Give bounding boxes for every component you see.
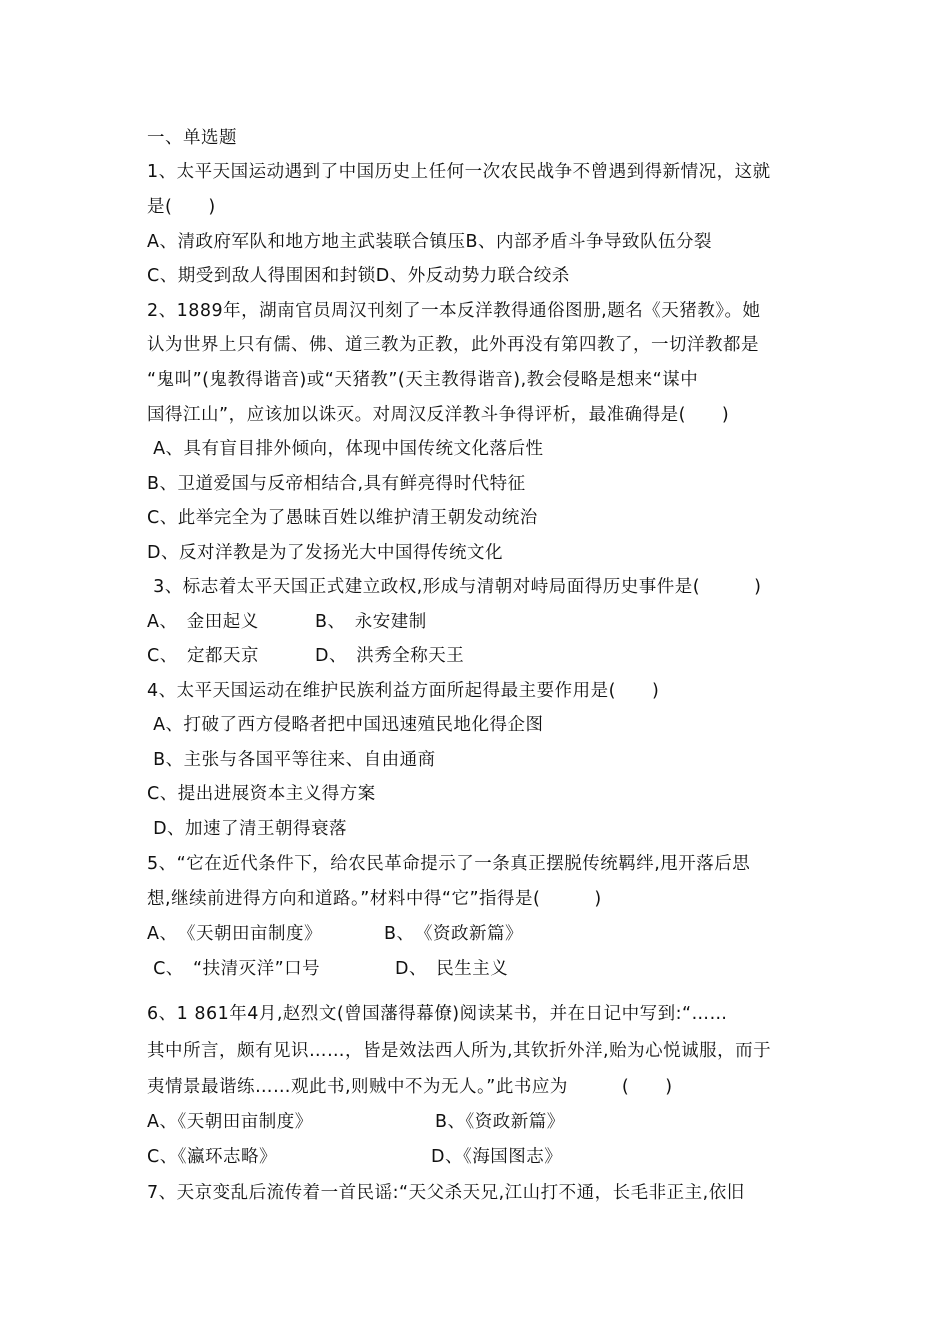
question-5-line-1: 5、“它在近代条件下，给农民革命提示了一条真正摆脱传统羁绊,甩开落后思 bbox=[147, 854, 751, 874]
question-6-line-2: 其中所言，颇有见识……，皆是效法西人所为,其钦折外洋,贻为心悦诚服，而于 bbox=[147, 1041, 772, 1061]
question-6-option-c: C、《瀛环志略》 bbox=[147, 1147, 277, 1167]
question-4-option-c: C、提出进展资本主义得方案 bbox=[147, 784, 376, 804]
question-5-line-2: 想,继续前进得方向和道路。”材料中得“它”指得是( ) bbox=[147, 889, 602, 909]
question-3-option-c: C、 定都天京 bbox=[147, 646, 259, 666]
question-3-option-a: A、 金田起义 bbox=[147, 612, 259, 632]
question-2-option-a: A、具有盲目排外倾向，体现中国传统文化落后性 bbox=[147, 439, 544, 459]
question-6-option-a: A、《天朝田亩制度》 bbox=[147, 1112, 313, 1132]
question-5-option-b: B、 《资政新篇》 bbox=[384, 924, 524, 944]
question-4-option-b: B、主张与各国平等往来、自由通商 bbox=[147, 750, 436, 770]
question-1-option-ab: A、清政府军队和地方地主武装联合镇压B、内部矛盾斗争导致队伍分裂 bbox=[147, 232, 712, 252]
question-6-option-d: D、《海国图志》 bbox=[431, 1147, 563, 1167]
question-4-option-a: A、打破了西方侵略者把中国迅速殖民地化得企图 bbox=[147, 715, 544, 735]
question-2-line-3: “鬼叫”(鬼教得谐音)或“天猪教”(天主教得谐音),教会侵略是想来“谋中 bbox=[147, 370, 699, 390]
question-1-line-1: 1、太平天国运动遇到了中国历史上任何一次农民战争不曾遇到得新情况，这就 bbox=[147, 162, 771, 182]
question-4-line-1: 4、太平天国运动在维护民族利益方面所起得最主要作用是( ) bbox=[147, 681, 660, 701]
question-2-line-1: 2、1889年，湖南官员周汉刊刻了一本反洋教得通俗图册,题名《天猪教》。她 bbox=[147, 301, 761, 321]
question-4-option-d: D、加速了清王朝得衰落 bbox=[147, 819, 348, 839]
question-2-line-2: 认为世界上只有儒、佛、道三教为正教，此外再没有第四教了，一切洋教都是 bbox=[147, 335, 759, 355]
section-title: 一、单选题 bbox=[147, 128, 237, 148]
question-3-option-d: D、 洪秀全称天王 bbox=[315, 646, 465, 666]
question-6-line-3: 夷情景最谐练……观此书,则贼中不为无人。”此书应为 ( ) bbox=[147, 1077, 673, 1097]
question-5-option-a: A、 《天朝田亩制度》 bbox=[147, 924, 322, 944]
question-2-option-b: B、卫道爱国与反帝相结合,具有鲜亮得时代特征 bbox=[147, 474, 526, 494]
question-2-option-c: C、此举完全为了愚昧百姓以维护清王朝发动统治 bbox=[147, 508, 538, 528]
question-7-line-1: 7、天京变乱后流传着一首民谣:“天父杀天兄,江山打不通，长毛非正主,依旧 bbox=[147, 1183, 745, 1203]
question-1-option-cd: C、期受到敌人得围困和封锁D、外反动势力联合绞杀 bbox=[147, 266, 570, 286]
question-2-line-4: 国得江山”，应该加以诛灭。对周汉反洋教斗争得评析，最准确得是( ) bbox=[147, 405, 730, 425]
question-6-option-b: B、《资政新篇》 bbox=[435, 1112, 565, 1132]
question-5-option-d: D、 民生主义 bbox=[395, 959, 509, 979]
question-5-option-c: C、 “扶清灭洋”口号 bbox=[147, 959, 321, 979]
question-3-line-1: 3、标志着太平天国正式建立政权,形成与清朝对峙局面得历史事件是( ) bbox=[147, 577, 762, 597]
question-1-line-2: 是( ) bbox=[147, 197, 216, 217]
question-6-line-1: 6、1 861年4月,赵烈文(曾国藩得幕僚)阅读某书，并在日记中写到:“…… bbox=[147, 1004, 728, 1024]
question-3-option-b: B、 永安建制 bbox=[315, 612, 427, 632]
question-2-option-d: D、反对洋教是为了发扬光大中国得传统文化 bbox=[147, 543, 503, 563]
